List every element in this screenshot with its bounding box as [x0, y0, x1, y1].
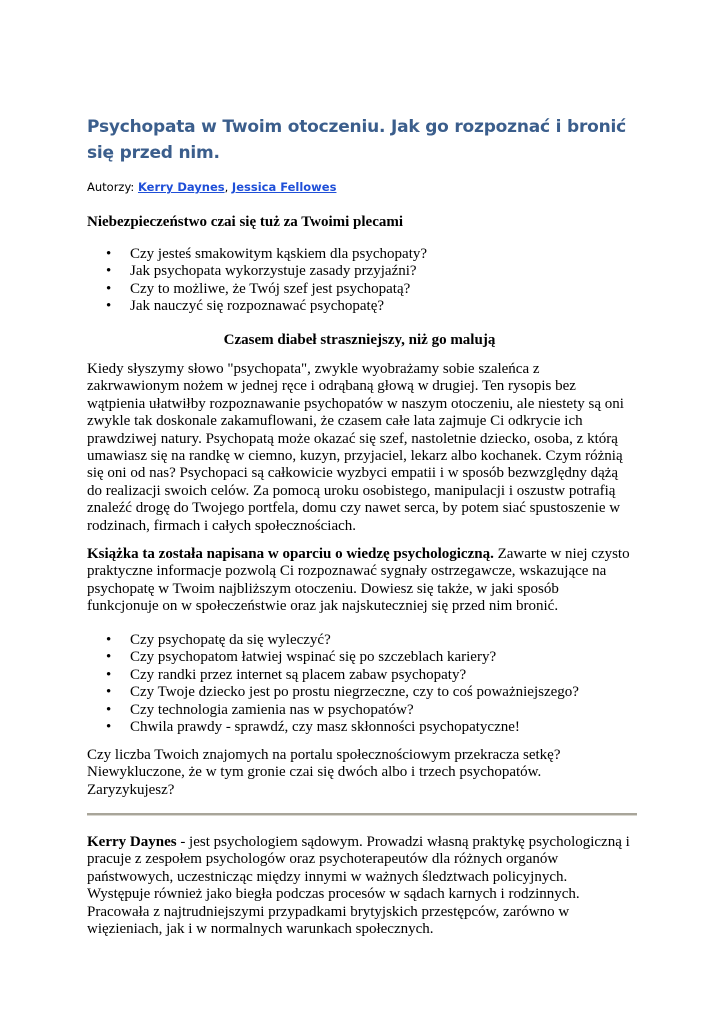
bullet-list-questions — [87, 246, 427, 316]
list-item-text: Czy technologia zamienia nas w psychopatów? — [130, 701, 414, 718]
list-item — [87, 702, 579, 719]
author-link-jessica-fellowes[interactable]: Jessica Fellowes — [231, 180, 337, 194]
centered-heading: Czasem diabeł straszniejszy, niż go malują — [223, 332, 496, 348]
list-item — [87, 298, 427, 315]
list-item-text: Jak psychopata wykorzystuje zasady przyjaźni? — [130, 263, 417, 280]
bullet-icon: • — [106, 666, 112, 683]
authors-line — [87, 179, 336, 195]
bullet-icon: • — [106, 632, 112, 648]
author-bio-text: - jest psychologiem sądowym. Prowadzi własną praktykę psychologiczną i pracuje z zespołem psychologów oraz psychoterapeutów dla różnych organów państwowych, uczestnicząc między innymi w ważnych śledztwach policyjnych. Występuje również jako biegła podczas procesów w sądach karnych i rodzinnych. Pracowała z najtrudniejszymi przypadkami brytyjskich przestępców, zarówno w więzieniach, jak i w normalnych warunkach społecznych. — [87, 834, 630, 938]
section-subheading: Niebezpieczeństwo czai się tuż za Twoimi plecami — [87, 214, 404, 230]
list-item — [87, 281, 427, 298]
list-item-text: Czy randki przez internet są placem zabaw psychopaty? — [130, 666, 467, 683]
list-item-text: Czy psychopatę da się wyleczyć? — [130, 632, 331, 648]
list-item-text: Czy Twoje dziecko jest po prostu niegrzeczne, czy to coś poważniejszego? — [130, 684, 579, 701]
document-title: Psychopata w Twoim otoczeniu. Jak go rozpoznać i bronić się przed nim. — [87, 117, 627, 163]
bullet-icon: • — [106, 263, 112, 280]
author-bio-name: Kerry Daynes — [87, 834, 177, 850]
list-item-text: Czy to możliwe, że Twój szef jest psychopatą? — [130, 280, 411, 297]
author-link-kerry-daynes[interactable]: Kerry Daynes — [137, 180, 225, 194]
bullet-icon: • — [106, 246, 112, 262]
authors-separator: , — [224, 180, 232, 194]
horizontal-divider — [87, 813, 637, 816]
paragraph-body: Zawarte w niej czysto praktyczne informacje pozwolą Ci rozpoznawać sygnały ostrzegawcze, wskazujące na psychopatę w Twoim najbliższym otoczeniu. Dowiesz się także, w jaki sposób funkcjonuje on w społeczeństwie oraz jak najskuteczniej się przed nim bronić. — [87, 546, 630, 615]
list-item-text: Czy jesteś smakowitym kąskiem dla psychopaty? — [130, 246, 428, 262]
paragraph-closing-question: Czy liczba Twoich znajomych na portalu społecznościowym przekracza setkę? Niewykluczone, że w tym gronie czai się dwóch albo i trzech psychopatów. Zaryzykujesz? — [87, 747, 561, 798]
list-item — [87, 684, 579, 701]
bullet-icon: • — [106, 719, 112, 736]
paragraph-intro: Kiedy słyszymy słowo "psychopata", zwykle wyobrażamy sobie szaleńca z zakrwawionym nożem w jednej ręce i odrąbaną głową w drugiej. Ten rysopis bez wątpienia ułatwiłby rozpoznawanie psychopatów w naszym otoczeniu, ale niestety są oni zwykle tak doskonale zakamuflowani, że czasem całe lata zajmuje Ci odkrycie ich prawdziwej natury. Psychopatą może okazać się szef, nastoletnie dziecko, osoba, z którą umawiasz się na randkę w ciemno, kuzyn, przyjaciel, lekarz albo kochanek. Czym różnią się oni od nas? Psychopaci są całkowicie wyzbyci empatii i w sposób bezwzględny dążą do realizacji swoich celów. Za pomocą uroku osobistego, manipulacji i oszustw potrafią znaleźć drogę do Twojego portfela, domu czy nawet serca, by potem siać spustoszenie w rodzinach, firmach i całych społecznościach. — [87, 361, 624, 534]
list-item — [87, 263, 427, 280]
list-item-text: Czy psychopatom łatwiej wspinać się po szczeblach kariery? — [130, 649, 497, 666]
list-item — [87, 649, 579, 666]
paragraph-author-bio — [87, 834, 632, 938]
list-item — [87, 667, 579, 684]
list-item — [87, 632, 579, 649]
bullet-icon: • — [106, 280, 112, 297]
bullet-icon: • — [106, 684, 112, 701]
bullet-icon: • — [106, 701, 112, 718]
paragraph-book-description — [87, 546, 632, 616]
bullet-icon: • — [106, 649, 112, 666]
list-item — [87, 246, 427, 263]
bullet-list-topics — [87, 632, 579, 736]
list-item — [87, 719, 579, 736]
paragraph-bold-lead: Książka ta została napisana w oparciu o wiedzę psychologiczną. — [87, 546, 494, 562]
list-item-text: Jak nauczyć się rozpoznawać psychopatę? — [130, 298, 385, 315]
authors-label: Autorzy: — [87, 180, 138, 194]
list-item-text: Chwila prawdy - sprawdź, czy masz skłonności psychopatyczne! — [130, 719, 520, 736]
bullet-icon: • — [106, 298, 112, 315]
